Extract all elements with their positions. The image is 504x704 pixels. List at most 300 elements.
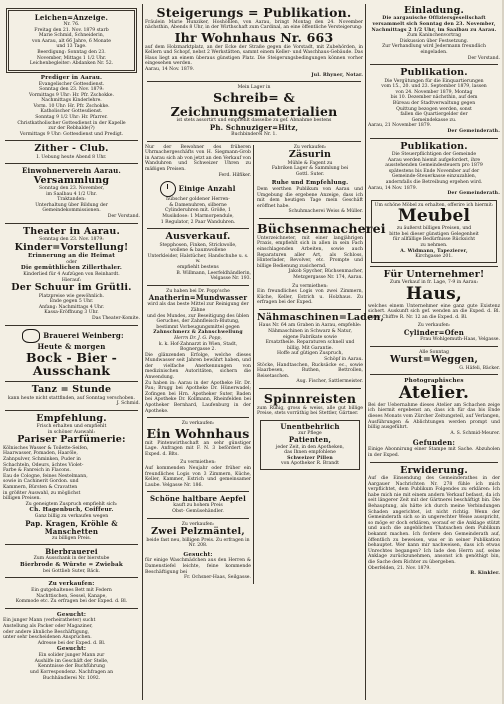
ad-line: Geruches, der Zahnfleisch-Blutung,	[156, 319, 240, 325]
ad-vermiethen	[145, 460, 251, 488]
ad-line: Kenntnisse der Buchführung	[38, 664, 105, 670]
ad-text: Die glänzenden Erfolge, welche dieses Mundwasser seit Jahren bewährt haben, und der vielfache Anerkennungen von medizinischen Autoritäten, sichern die Anwendung.	[145, 352, 251, 381]
ad-naehmaschinen	[257, 311, 384, 385]
ad-big: Zwei Pelzmäntel,	[151, 526, 245, 538]
divider	[5, 163, 138, 164]
ad-sign: Ch. Hagenbuch, Coiffeur.	[29, 507, 114, 514]
ad-lead: Zu vermiethen:	[292, 283, 328, 289]
ad-sign: A. Widmann, Tapezierer,	[400, 248, 468, 254]
ad-big: Haus,	[406, 283, 462, 304]
ad-big: Anatherin=Mundwasser	[148, 293, 248, 303]
ad-title	[145, 181, 251, 197]
ad-line: Vorm. 10 Uhr: Hr. Pfr. Zschokke.	[33, 103, 110, 109]
ad-lead: Um schöne Möbel zu erhalten, offerire ich hiermit:	[374, 202, 494, 208]
ad-line: Kommode etc. Zu erfragen bei der Exped. d. Bl.	[15, 599, 128, 605]
ad-line: für einige Waschmädchen aus den Herren & Damenstiefel leichte, feine kommende Beschäftigung bei	[145, 558, 251, 575]
ad-line: Die Vergütungen für die Einquartierungen	[384, 78, 484, 84]
ad-line: ist stets assortirt und empfiehlt dasselbe zu gef. Abnahme bestens	[176, 118, 332, 124]
ad-line: Kölnisches Wasser & Toilette-Seifen,	[3, 445, 89, 451]
ad-sign: Aug. Fischer, Sattlermeister.	[296, 379, 363, 385]
ad-line: November, Mittags 1 1/2 Uhr.	[36, 55, 107, 61]
ad-line: Musikdose: 1 Marmorpendule,	[162, 213, 234, 219]
divider	[370, 374, 498, 375]
ad-steigerung	[145, 6, 363, 78]
ad-line: bitte bei dieser günstigen Gelegenheit	[389, 231, 479, 237]
ad-line: Kammern, Bürsten & Cravatten	[3, 484, 78, 490]
ad-text: Fräulein Marie Hunziker, Hoshöhlen, von Aarau, bringt Montag den 24. November nächsthin, Abends 8 Uhr, in der Wirthschaft zum Cardinal, an eine öffentliche Versteigerung:	[145, 19, 363, 31]
ad-title: Publikation.	[400, 67, 468, 79]
ad-sign: Der Gemeinderath.	[447, 191, 500, 197]
mid-sub-left	[145, 145, 254, 584]
ad-line: und Korrespondenz. Nachfragen an	[29, 669, 114, 675]
divider	[147, 417, 249, 418]
ad-big: Pariser Parfümerie:	[17, 434, 126, 446]
ad-line: Einige Abonnirung einer Stampe mit Sache. Abzuholen in der Exped.	[368, 447, 500, 459]
ad-line: Buchhändlerei Nr. 1092.	[42, 675, 101, 681]
ad-line: hübscher goldener Herren-	[166, 197, 230, 203]
ad-line: Ersatztheile. Reparaturen schnell und	[265, 340, 355, 346]
ad-line: in größter Auswahl, zu möglichst	[3, 490, 81, 496]
ad-line: Ende gegen 5 Uhr.	[49, 299, 94, 305]
ad-title: Ruhe und Empfehlung.	[271, 180, 349, 187]
ad-line: von Aarau, alt 66 Jahre, 6 Monate	[32, 38, 111, 44]
divider	[5, 223, 138, 224]
ad-line: Büreau der Stadtverwaltung gegen	[392, 101, 476, 106]
ad-einwohnerverein	[3, 167, 140, 219]
divider	[147, 228, 249, 229]
ad-line: Schachteln, Odeurs, ächtes Violet-	[3, 462, 84, 468]
ad-line: Gemeindekommissionen.	[42, 208, 101, 214]
divider	[5, 544, 138, 545]
ad-title: Publikation.	[400, 140, 468, 152]
ad-sign: B. Willmann, Leerfeldhändlerin,	[176, 270, 251, 276]
ad-line: Zahnpulver, Schminken, Puder in	[3, 457, 81, 462]
ad-show: Kinder=Vorstellung!	[14, 241, 129, 253]
ad-logis	[257, 284, 363, 306]
ad-line: Farbe & Fanreich in Flacons.	[3, 468, 71, 474]
beer-barrel-icon	[22, 329, 40, 343]
ad-line: Nachmittags 2 1/2 Uhr, im Saalbau zu Aarau.	[371, 27, 497, 33]
divider	[147, 491, 249, 492]
ad-line: Ein solider junger Mann zur	[38, 653, 105, 659]
ad-ausverkauf	[145, 232, 251, 282]
ad-title: Gesucht:	[56, 611, 87, 618]
ad-line: andernfalls die Betreibung ergehen wird.	[385, 179, 483, 185]
ad-sign: Jul. Rhyner, Notar.	[311, 72, 363, 78]
ad-line: Marie Schmid, Schneiderin,	[38, 33, 105, 39]
ad-big: Schreib= & Zeichnungsmaterialien	[170, 89, 338, 119]
ad-line: Leichenbegleiter: Abdanken Nr. 52.	[29, 61, 114, 67]
divider	[259, 218, 361, 219]
ad-line: zur Pflege	[298, 430, 322, 436]
ad-line: zu billigen Preis.	[51, 535, 92, 541]
ad-title-text: Brauerei Weinberg:	[43, 330, 124, 340]
ad-line: Eau de Cologne, feines Nestelmann,	[3, 473, 88, 479]
ad-line: Erinnerung an die Heimat	[27, 252, 116, 259]
ad-leichen-anzeige	[6, 8, 137, 73]
ad-title: Theater in Aarau.	[22, 225, 121, 237]
ad-line: billig. Mit Garantie.	[287, 345, 333, 351]
ad-line: Gottl. Suter.	[295, 171, 325, 177]
ad-zu-verkaufen	[3, 581, 140, 604]
ad-lead: Zu verkaufen:	[417, 323, 451, 329]
ad-line: Christkatholischer Gottesdienst in der Kapelle	[17, 120, 126, 126]
ad-wohnhaus	[145, 421, 251, 457]
ad-line: Anfang: Nachmittags 4 Uhr.	[38, 304, 105, 310]
ad-line: unter sehr bescheidenen Ansprüchen.	[3, 635, 92, 641]
ad-title: Tanz = Stunde	[31, 384, 112, 396]
ad-line: in schöner Auswahl:	[47, 429, 96, 435]
ad-line: Vormittags 9 Uhr: Gottesdienst und Predigt.	[19, 131, 124, 137]
ad-line: im Saalbau 4 1/2 Uhr.	[46, 191, 97, 197]
ad-sign: B. Kinkler.	[470, 571, 500, 577]
ad-sign: Frau Wohlgemuth-Haas, Velgasse.	[420, 337, 500, 343]
ad-brauerei	[3, 329, 140, 379]
ad-big: Cylinder=Ofen	[403, 328, 465, 337]
ad-text: Nur der Bewohner des früheren Uhrmachergeschäfts von H. Siegmann-Grob in Aarau sich ab von jetzt an den Verkauf von Wanduhren und Schweizer Uhren zu mäßigen Preisen.	[145, 144, 251, 172]
ad-uhren	[145, 181, 251, 225]
ad-line: Zahnschmerz & Zahnschwellung	[153, 330, 243, 336]
mid-split	[145, 144, 386, 584]
ad-sign: Buchbinderei Nr. 1.	[231, 131, 277, 137]
ad-line: Adresse bei der Exped. d. Bl.	[37, 640, 106, 646]
ad-line: oder andere ähnliche Beschäftigung,	[3, 629, 90, 635]
ad-line: zu äußerst billigen Preisen, und	[396, 226, 472, 232]
ad-line: Die Steuerpflichtigen der Gemeinde	[391, 152, 477, 157]
ad-text: auf dem Holzmarktplatz, an der Ecke der Straße gegen die Vorstadt, mit Zubehörden, in Kellern und Schopf, nebst 2 Werkstätten, sammt einem Keller- und Waschhaus-Gebäude. Das Haus liegt an einem überaus günstigen Platz. Die Steigerungsbedingungen können vorher eingesehen werden.	[145, 44, 363, 67]
divider	[259, 309, 361, 310]
ad-line: spätestens bis Ende November auf der	[388, 168, 480, 174]
ad-line: Sonntag den 23. Nov. 1879:	[39, 236, 104, 242]
ad-big: Meubel	[397, 206, 471, 227]
ad-sign: G. Häfeli, Bäcker.	[459, 365, 500, 371]
ad-line: kann heute nicht stattfinden, auf Sonntag verschoben.	[8, 395, 135, 401]
ad-unentbehrlich	[260, 420, 360, 470]
ad-lead: Photographisches	[404, 378, 464, 385]
ad-title: Unentbehrlich	[280, 421, 340, 431]
ad-atelier	[368, 378, 500, 436]
ad-line: empfiehlt bestens	[177, 264, 219, 270]
ad-line: Herrn Dr. J. G. Popp,	[174, 335, 222, 341]
column-rule-left	[142, 4, 143, 700]
ad-line: Nachttischen, Sessel, Kanape,	[36, 593, 107, 599]
ad-line: Haus Nr. 64 am Graben in Aarau, empfehle:	[258, 323, 362, 329]
ad-spinnreisten	[257, 392, 363, 417]
ad-line: Ganz billig zu verkaufen wegen	[34, 514, 109, 520]
ad-title: Zu verkaufen:	[48, 581, 95, 588]
left-column	[3, 6, 140, 698]
ad-sign: A. S. Schmid-Meurer.	[450, 430, 500, 436]
ad-line: für allfällige Bedürfnisse Rücksicht	[392, 237, 476, 243]
ad-line: eigene Fabrikate sowie	[283, 334, 337, 340]
ad-line: zum Ruhig, gross & weiss, alle gut billige Preise, stets vorräthig bei Stettler, Gärtner.	[257, 405, 363, 417]
ad-sign: Fr. Ochsner-Haas, Seilgasse.	[183, 575, 251, 581]
ad-line: Katholischer Gottesdienst.	[40, 109, 103, 115]
ad-erwiderung	[368, 466, 500, 577]
ad-line: oder	[66, 259, 77, 265]
ad-einladung	[368, 6, 500, 61]
ad-title: Einladung.	[404, 5, 464, 16]
ad-line: Diskussion über Festsetzung.	[399, 38, 469, 44]
ad-line: Patienten,	[288, 435, 332, 445]
ad-place: Aarau, 14 Nov. 1879.	[145, 67, 195, 73]
ad-line: Fabriken Lager & Sammlung bei	[271, 166, 349, 172]
ad-tanz-stunde	[3, 385, 140, 407]
ad-sign: Der Vorstand.	[107, 213, 140, 219]
ad-line: Zum Verkauf in fr. Lage, 7-9 in Aarau:	[389, 280, 479, 286]
ad-line: Haarwasser, Pomaden, Haaröle,	[3, 451, 78, 457]
ad-big: Ihr Wohnhaus Nr. 663	[174, 29, 334, 45]
ad-line: das Ihnen empfohlene	[284, 450, 336, 456]
ad-line: Frisch erhalten und empfiehlt	[36, 424, 107, 430]
ad-sign: Ph. Schnuziger=Hitz,	[209, 122, 299, 132]
ad-lead: Alle Sonntag	[419, 349, 449, 355]
ad-line: und 13 Tage.	[56, 44, 87, 50]
ad-theater	[3, 227, 140, 322]
ad-line: ausstehenden Gemeindesteuern pro 1879	[385, 163, 483, 169]
ad-buechsenmacherei	[257, 221, 386, 281]
divider	[5, 608, 138, 609]
ad-line: Gemeinde-Steuerkasse einzuzahlen,	[391, 174, 477, 180]
ad-line: Unterhaltung über Bildung der	[35, 202, 108, 208]
clock-icon	[160, 181, 176, 197]
ad-line: Kassa-Eröffnung 3 Uhr.	[44, 310, 99, 316]
ad-big: Spinnreisten	[263, 390, 357, 406]
column-rule-right	[365, 4, 366, 700]
ad-title: Gesucht:	[56, 646, 87, 653]
divider	[259, 388, 361, 389]
ad-line: Zur Verhandlung wird Jedermann freundlich eingeladen.	[382, 44, 486, 55]
ad-big: Bock - Bier - Ausschank	[25, 349, 118, 379]
ad-sign: Kirchgasse 201.	[415, 254, 453, 260]
ad-line: jeder Zeit, in den Apotheken,	[275, 444, 345, 450]
ad-place: Aarau, 14 Nov. 1879.	[368, 185, 418, 191]
ad-cylinder-ofen	[368, 323, 500, 342]
ad-line: Zum Kaninchenvortrag	[406, 33, 461, 39]
ad-meubel	[371, 200, 497, 263]
ad-line: Hoffe auf gütigen Zuspruch,	[277, 351, 343, 357]
ad-subtitle: Versammlung	[33, 174, 110, 186]
ad-line: Mühle & Fagent zu	[287, 160, 333, 166]
ad-big: Zäsurin	[288, 149, 332, 161]
ad-gesucht	[3, 612, 140, 681]
ad-line: Ein freundliches Logis von zwei Zimmern, Küche, Keller, Estrich u. Holzhaus. Zu erfragen bei der Exped.	[257, 289, 363, 306]
divider	[147, 518, 249, 519]
ad-big: Wurst=Weggen,	[390, 354, 478, 366]
ad-line: wird als das beste Mittel zur Reinigung der Zähne	[147, 302, 249, 313]
ad-line: Kinderlied für 4 Aufzügen von Reinhardt.	[23, 271, 120, 277]
divider	[5, 577, 138, 578]
ad-place: Oberfelden, 21. Nov. 1879.	[368, 565, 431, 571]
ad-jaeger	[257, 145, 363, 178]
ad-line: fallen die Quartiergelder der	[400, 112, 468, 118]
ad-title: Steigerungs = Publikation.	[156, 5, 352, 20]
ad-sign: J. Schmid.	[116, 401, 140, 407]
ad-sign: Velgasse Nr. 193.	[210, 276, 251, 282]
ad-zither-club	[3, 144, 140, 160]
ad-ruhe	[257, 180, 363, 215]
ad-lead: Zu verkaufen:	[293, 144, 327, 150]
ad-text: Zu haben in: Aarau in der Apotheke Hr. Dr. Pau; Brugg bei Apotheke Dr. Hünerwadel; Zofingen bei Hrn. Apotheker Suter, Baden bei Apotheke Dr. Kollmann, Rheinfelden bei Apotheker Bernhard, Laufenburg in der Apotheke.	[145, 380, 251, 414]
ad-line: Sonntag den 23. Nov. 1879:	[39, 87, 104, 93]
ad-line: Quittung bezogen werden, sonst	[396, 106, 472, 112]
ad-line: Nachmittags Kinderlehre.	[41, 98, 102, 104]
divider	[147, 285, 249, 286]
ad-sign: Schöpf in Aarau.	[324, 356, 363, 362]
ad-line: Aushilfe im Geschäft der Stelle,	[34, 658, 109, 664]
ad-show: Der Schuur im Grütli.	[11, 282, 132, 294]
ad-text: Auf die Einsendung des Gemeinderathes in der Aargauer Nachrichten Nr. 278 fühle ich mich verpflichtet, dem Publikum Folgendes zu erklären: Ich habe mich nie mit einem andern Verkauf befasst, da ich seit längerer Zeit mit der Gärtnerei beschäftigt bin. Die Behauptung, als hätte ich durch meine Verbindungen Schaden angerichtet, ist nicht richtig. Wenn der Gemeinderath sich so in ungerechter Weise ausspricht, so möge er doch erklären, worauf er die Anklage stützt und auch die angeblichen Thatsachen dem Publikum bekannt machen. Ich fordere den Gemeinderath auf, öffentlich zu beweisen, was er in seiner Publikation behauptet. Wer kann mir nachweisen, dass ich etwas Unrechtes begangen? Ich lade den Herrn auf, seine Anklage zurückzunehmen, ansonst ich genöthigt bin, die Sache dem Richter zu übergeben.	[368, 476, 500, 565]
ad-line: Nr. 76.	[63, 22, 80, 28]
ad-line: von 24. November 1879, Montag	[395, 89, 473, 95]
right-column	[368, 6, 500, 698]
divider	[5, 140, 138, 141]
ad-line: Obst- Gemüsehändler.	[172, 508, 224, 514]
ad-title: Zither - Club.	[34, 143, 109, 155]
ad-line: Ein junger Mann (verheiratheter) sucht	[3, 618, 96, 624]
ad-title: Ausverkauf.	[165, 231, 231, 243]
ad-line: & Damenuhren, silberne	[169, 202, 227, 208]
ad-line: Gemeindekasse zu.	[411, 117, 457, 123]
ad-title: Leichen=Anzeige.	[34, 13, 109, 22]
ad-title: Prediger in Aarau.	[40, 74, 103, 81]
ad-uhrmacher	[145, 145, 251, 179]
ad-title: Gesucht:	[183, 551, 213, 558]
ad-place: Aarau, 21 November 1879.	[368, 123, 432, 129]
ad-big: Nähmaschinen=Laden,	[257, 311, 384, 323]
ad-sign: Metzgergasse Nr. 174, Aarau.	[293, 274, 363, 280]
ad-sign: Der Vorstand.	[467, 55, 500, 61]
ad-title	[3, 329, 140, 343]
ad-line: zu nehmen.	[420, 242, 448, 248]
ad-sign: Der Gemeinderath.	[447, 128, 500, 134]
ad-line: Sonntag den 23. November,	[39, 185, 104, 191]
divider	[5, 381, 138, 382]
ad-title: Einwohnerverein Aarau.	[21, 166, 122, 176]
ad-aepfel	[145, 495, 251, 514]
ad-line: Bierbrode & Würste = Zwiebak	[20, 561, 123, 568]
ad-sign: Schuhmacherei Weiss & Müller.	[288, 209, 363, 215]
mid-sub-right	[257, 144, 386, 584]
ad-line: mit Pintenwirthschaft an sehr günstiger Lage. Anfragen mit F. N. 3 befördert die Exped. d. Blts.	[145, 440, 251, 457]
ad-title: Für Unternehmer!	[383, 268, 485, 280]
ad-gefunden	[368, 439, 500, 458]
ad-line: bestimmt Vorbeugungsmittel gegen	[156, 324, 240, 330]
ad-lead: Zu verkaufen:	[181, 421, 215, 427]
ad-line: Unterkleider, Halstücher, Handschuhe u. s. w.	[147, 253, 249, 265]
ad-subtitle: Heute & morgen	[37, 341, 106, 351]
ad-line: Zum Ausschank in der bierstube	[33, 556, 110, 562]
ad-big: Büchsenmacherei	[257, 221, 386, 237]
ad-fuer-unternehmer	[368, 270, 500, 321]
ad-text: Unterzeichneter, mit einer langjährigen Praxis, empfiehlt sich in allen in sein Fach einschlagenden Arbeiten, sowie auch Reparaturen aller Art, als Schloss, Hinterlader, Revolver, etc. Prompte und billige Bedienung zusichernd.	[257, 235, 363, 269]
divider	[370, 138, 498, 139]
ad-pelzmaentel	[145, 522, 251, 549]
ad-gesucht-mid	[145, 552, 251, 581]
ad-line: Hierauf:	[61, 277, 82, 283]
ad-line: Freitag den 21. Nov. 1879 starb	[34, 27, 109, 33]
ad-line: Ein gutgehaltenes Bett mit Federn	[31, 587, 112, 593]
ad-line: versammelt sich Sonntag den 23. November,	[372, 22, 496, 28]
ad-line: Traktanden:	[57, 197, 86, 203]
ad-line: Sonntag 9 1/2 Uhr: Hr. Pfarrer.	[35, 115, 108, 121]
divider	[147, 141, 361, 142]
ad-anatherin	[145, 289, 251, 415]
ad-text: Stöcke, Handtaschen, Rucksäcke ec., sowie Haarbesen, Ruthen, Bettrollen, Reisetaschen.	[257, 362, 363, 379]
divider	[147, 81, 361, 82]
middle-column	[145, 5, 386, 698]
ad-line: Evangelischer Gottesdienst.	[38, 81, 105, 87]
divider	[370, 462, 498, 463]
ad-line: billigen Preisen.	[3, 496, 41, 502]
ad-title: Gefunden:	[412, 438, 456, 448]
ad-line: Cylinderuhren mit. Größe, 1	[165, 208, 231, 214]
ad-big: Atelier.	[398, 382, 470, 403]
ad-text: Dem werthen Publikum von Aarau und Umgebung die ergebene Anzeige, dass ich mit dem heutigen Tage mein Geschäft eröffnet habe.	[257, 187, 363, 209]
ad-line: Aarau werden hiemit aufgefordert, ihre	[387, 157, 481, 163]
ad-line: Stepphosen, Finken, Strickwolle,	[159, 242, 237, 248]
ad-line: von Apotheker R. Brandt	[281, 461, 339, 467]
ad-line: zur der Rebhalde(?)	[48, 126, 95, 132]
ad-schreibmaterialien	[145, 85, 363, 137]
ad-line: kauft zu hohem Preis	[173, 503, 223, 509]
ad-wurst-weggen	[368, 350, 500, 372]
ad-title: Erwiderung.	[400, 464, 468, 476]
ad-line: Die gemüthlichen Zillerthaler.	[20, 265, 123, 272]
ad-sign: Ferd. Hilfiker.	[218, 172, 251, 178]
ad-line: vom 15., 20. und 23. September 1879, lassen	[381, 84, 487, 90]
ad-lead: Mein Lager in	[237, 85, 271, 91]
ad-prediger	[3, 75, 140, 138]
ad-line: Platzpreise wie gewöhnlich.	[38, 293, 105, 299]
ad-line: bei Gottlieb Suter, Bäck.	[43, 568, 100, 574]
ad-line: bis 10. Dezember nächsthin, auf dem	[390, 95, 478, 101]
ad-big: Pap. Kragen, Kröhle & Manschetten	[25, 518, 118, 536]
ad-lead: Zu verkaufen:	[181, 521, 215, 527]
ad-publikation-1	[368, 68, 500, 134]
ad-lead: Zu haben bei Dr. Popp'sche	[166, 288, 230, 294]
ad-text: welches einem Unternehmer eine ganz gute Existenz sichert. Auskunft sich gef. wenden an die Exped. d. Bl. unter Chiffre R. Nr. 12 an die Exped. d. Bl.	[368, 303, 500, 320]
ad-line: Anstellung als Packer oder Magaziner,	[3, 624, 93, 630]
ad-line: Zu geneigtem Zuspruch empfiehlt sich:	[25, 501, 118, 507]
ad-line: Schweizer Pillen	[287, 455, 333, 461]
ad-line: Nähmaschinen in Schwarz & Natur,	[268, 328, 352, 334]
ad-line: Beerdigung: Sonntag den 23.	[37, 50, 106, 56]
ad-big: Schöne haltbare Aepfel	[150, 494, 246, 504]
ad-bierbrauerei	[3, 548, 140, 574]
ad-line: sowie in Cachinerit Gordon. und	[3, 479, 79, 485]
divider	[370, 266, 498, 267]
ad-title: Bierbrauerei	[45, 547, 98, 557]
ad-line: I. Uebung heute Abend 8 Uhr.	[36, 154, 107, 160]
ad-parfuemerie	[3, 414, 140, 542]
ad-line: und des Mundes, zur Beseitigung des üblen	[146, 313, 250, 319]
ad-line: Vormittags 9 Uhr: Hr. Pfr. Zschokke.	[29, 92, 114, 98]
ad-big: Ein Wohnhaus	[146, 425, 250, 441]
ad-title: Empfehlung.	[36, 412, 107, 424]
ad-publikation-2	[368, 142, 500, 197]
ad-line: Auf kommenden Neujahr oder früher ein freundliches Logis von 3 Zimmern, Küche, Keller, Kammer, Estrich und gemeinsamer Laube. Velgasse Nr. 186.	[145, 465, 251, 488]
ad-line: beide fast neu, billigen Preis. Zu erfragen in Nr. 208.	[146, 537, 250, 549]
ad-text: Bei der Uebernahme dieses Atelier am Schachen zeige ich hiermit ergebenst an, dass ich für das bis Ende dieses Monats vom Zürcher Zeitungsteil, auf Verlangen, Ausführungen & Ablichtungen werden prompt und billig ausgeführt.	[368, 402, 500, 431]
ad-line: Die aargauische Offiziersgesellschaft	[382, 16, 486, 22]
ad-sign: Das Theater-Komite.	[92, 315, 140, 321]
ad-title-text: Einige Anzahl	[178, 184, 236, 194]
ad-line: k. k. Hof-Zahnarzt in Wien, Stadt, Bognergasse 2.	[158, 341, 238, 353]
divider	[5, 410, 138, 411]
ad-sign: Jakob Spycher, Büchsenmacher,	[288, 269, 363, 275]
divider	[370, 64, 498, 65]
